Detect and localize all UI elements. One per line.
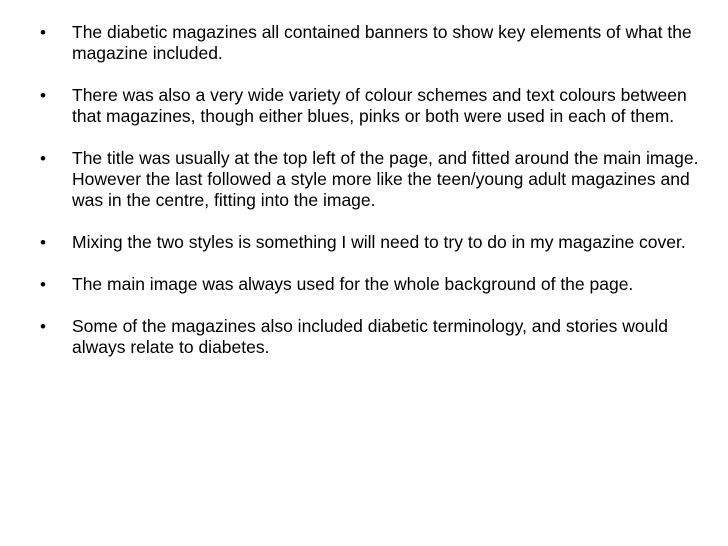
bullet-text: The diabetic magazines all contained banners to show key elements of what the magazine included. xyxy=(72,22,692,63)
bullet-item-3 xyxy=(40,148,700,211)
bullet-icon: • xyxy=(40,317,46,336)
bullet-item-5 xyxy=(40,274,700,295)
bullet-text: The main image was always used for the whole background of the page. xyxy=(72,274,634,294)
bullet-text: Some of the magazines also included diabetic terminology, and stories would always relate to diabetes. xyxy=(72,316,668,357)
bullet-icon: • xyxy=(40,275,46,294)
bullet-icon: • xyxy=(40,149,46,168)
bullet-text: The title was usually at the top left of the page, and fitted around the main image. However the last followed a style more like the teen/young adult magazines and was in the centre, fitting into the image. xyxy=(72,148,699,210)
bullet-item-1 xyxy=(40,22,700,64)
bullet-item-2 xyxy=(40,85,700,127)
bullet-text: Mixing the two styles is something I will need to try to do in my magazine cover. xyxy=(72,232,686,252)
bullet-item-4 xyxy=(40,232,700,253)
bullet-list xyxy=(40,22,700,379)
bullet-icon: • xyxy=(40,233,46,252)
bullet-icon: • xyxy=(40,23,46,42)
bullet-item-6 xyxy=(40,316,700,358)
bullet-icon: • xyxy=(40,86,46,105)
bullet-text: There was also a very wide variety of colour schemes and text colours between that magazines, though either blues, pinks or both were used in each of them. xyxy=(72,85,687,126)
